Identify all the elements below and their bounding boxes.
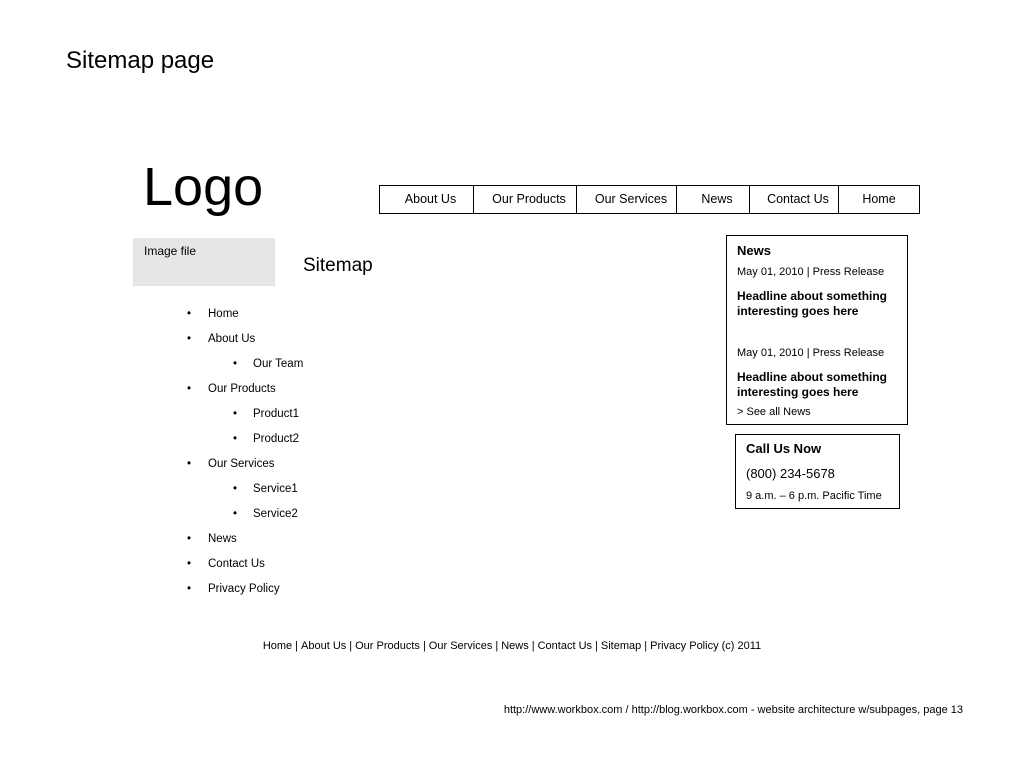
- nav-about-us[interactable]: About Us: [379, 185, 482, 214]
- footer-separator: |: [644, 640, 648, 652]
- footer-separator: |: [531, 640, 535, 652]
- footer-separator: |: [349, 640, 353, 652]
- sitemap-link-about-us[interactable]: About Us: [208, 333, 256, 345]
- footer-separator: |: [295, 640, 299, 652]
- nav-our-products[interactable]: Our Products: [473, 185, 585, 214]
- sitemap-link-product1[interactable]: Product1: [253, 408, 300, 420]
- bullet-icon: •: [187, 558, 192, 570]
- footer-link-our-services[interactable]: Our Services: [428, 640, 493, 652]
- bullet-icon: •: [233, 483, 238, 495]
- nav-news[interactable]: News: [676, 185, 758, 214]
- nav-our-services[interactable]: Our Services: [576, 185, 686, 214]
- sitemap-link-our-services[interactable]: Our Services: [208, 458, 275, 470]
- footer-link-privacy-policy[interactable]: Privacy Policy: [650, 640, 719, 652]
- nav-contact-us[interactable]: Contact Us: [749, 185, 847, 214]
- bullet-icon: •: [187, 533, 192, 545]
- footer-link-sitemap[interactable]: Sitemap: [600, 640, 642, 652]
- footer-link-our-products[interactable]: Our Products: [355, 640, 420, 652]
- slide-caption: http://www.workbox.com / http://blog.workbox.com - website architecture w/subpages, page 13: [503, 704, 963, 716]
- bullet-icon: •: [187, 583, 192, 595]
- sitemap-link-our-team[interactable]: Our Team: [253, 358, 304, 370]
- nav-home[interactable]: Home: [838, 185, 920, 214]
- sitemap-link-contact-us[interactable]: Contact Us: [208, 558, 265, 570]
- call-us-title: Call Us Now: [746, 441, 822, 456]
- phone-number: (800) 234-5678: [746, 466, 835, 481]
- logo[interactable]: Logo: [143, 157, 264, 217]
- bullet-icon: •: [233, 508, 238, 520]
- news-box: [726, 235, 908, 425]
- bullet-icon: •: [233, 408, 238, 420]
- bullet-icon: •: [187, 308, 192, 320]
- footer-link-about-us[interactable]: About Us: [301, 640, 347, 652]
- sitemap-link-product2[interactable]: Product2: [253, 433, 300, 445]
- sitemap-link-home[interactable]: Home: [208, 308, 239, 320]
- news-item-headline[interactable]: Headline about something interesting goes here: [737, 289, 888, 318]
- content-heading: Sitemap: [303, 255, 373, 276]
- business-hours: 9 a.m. – 6 p.m. Pacific Time: [746, 490, 882, 502]
- sitemap-link-service2[interactable]: Service2: [253, 508, 298, 520]
- bullet-icon: •: [187, 383, 192, 395]
- footer-separator: |: [495, 640, 499, 652]
- footer-link-home[interactable]: Home: [262, 640, 293, 652]
- bullet-icon: •: [233, 358, 238, 370]
- sitemap-link-our-products[interactable]: Our Products: [208, 383, 276, 395]
- footer-copyright: (c) 2011: [721, 640, 762, 652]
- news-item-meta: May 01, 2010 | Press Release: [737, 347, 885, 359]
- news-box-title: News: [737, 243, 771, 258]
- footer-link-news[interactable]: News: [501, 640, 529, 652]
- sitemap-link-privacy-policy[interactable]: Privacy Policy: [208, 583, 280, 595]
- sitemap-link-service1[interactable]: Service1: [253, 483, 298, 495]
- footer-separator: |: [422, 640, 426, 652]
- sitemap-link-news[interactable]: News: [208, 533, 237, 545]
- footer-navigation: [0, 640, 1024, 652]
- news-item-meta: May 01, 2010 | Press Release: [737, 266, 885, 278]
- bullet-icon: •: [233, 433, 238, 445]
- see-all-news-link[interactable]: > See all News: [737, 406, 811, 418]
- image-placeholder-label: Image file: [144, 244, 197, 258]
- footer-separator: |: [595, 640, 598, 652]
- bullet-icon: •: [187, 333, 192, 345]
- image-placeholder: [133, 238, 275, 286]
- slide-title: Sitemap page: [66, 47, 215, 74]
- call-us-box: [735, 434, 900, 509]
- news-item-headline[interactable]: Headline about something interesting goes here: [737, 370, 888, 399]
- footer-link-contact-us[interactable]: Contact Us: [537, 640, 593, 652]
- bullet-icon: •: [187, 458, 192, 470]
